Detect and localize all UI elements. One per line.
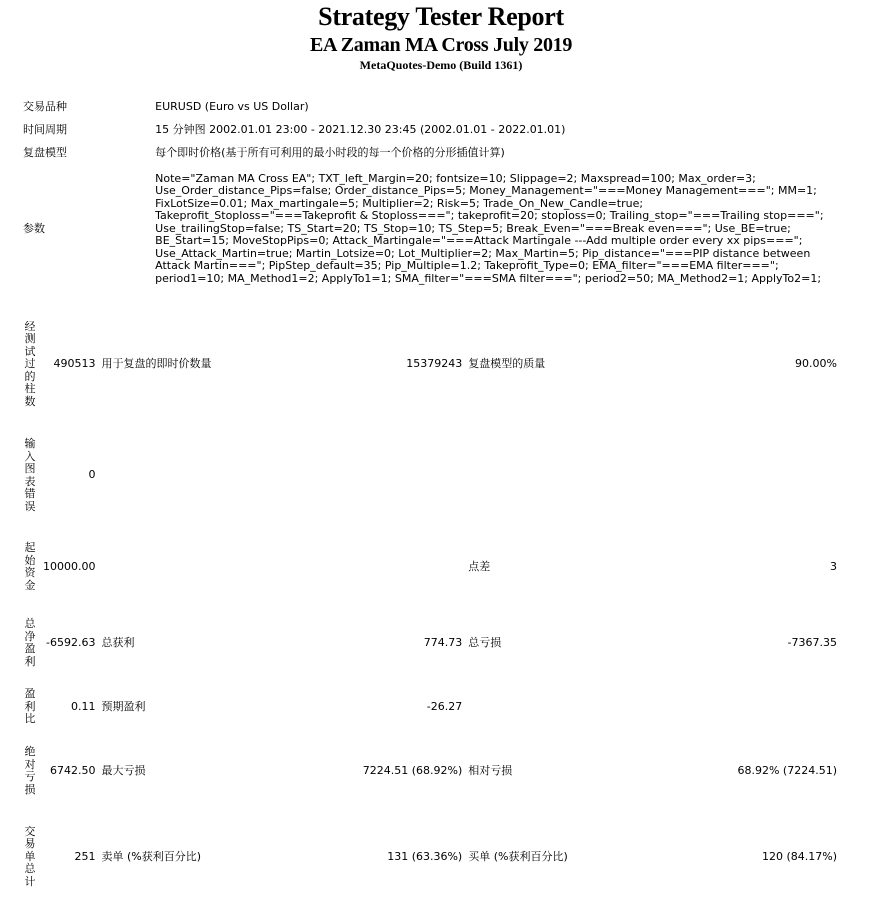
report-header: [0, 2, 882, 73]
symbol-row: [20, 96, 840, 119]
stat-label-2: 预期盈利: [101, 699, 146, 713]
period-value: 15 分钟图 2002.01.01 23:00 - 2021.12.30 23:45 (2002.01.01 - 2022.01.01): [155, 123, 566, 137]
stat-value-3: 3: [830, 559, 837, 573]
report-title: Strategy Tester Report: [318, 2, 564, 31]
stat-value-2: [328, 527, 465, 607]
stat-value-3: [665, 679, 840, 735]
stat-label-3: 总亏损: [468, 635, 502, 649]
stat-value-3: 90.00%: [795, 357, 837, 371]
stat-label: 交易单总计: [24, 824, 36, 888]
stat-label-2: 最大亏损: [101, 763, 146, 777]
model-value: 每个即时价格(基于所有可利用的最小时段的每一个价格的分形插值计算): [155, 146, 505, 160]
stat-value: 0: [88, 468, 96, 482]
stat-row-bars: [20, 305, 840, 424]
expert-name: EA Zaman MA Cross July 2019: [309, 34, 573, 56]
stat-row-errors: [20, 424, 840, 527]
stat-row-net-profit: [20, 607, 840, 679]
stat-label-2: 用于复盘的即时价数量: [101, 357, 212, 371]
stat-value-3: [665, 424, 840, 527]
model-row: [20, 142, 840, 165]
stat-label: 盈利比: [24, 687, 36, 726]
stat-value-2: [328, 424, 465, 527]
model-label: 复盘模型: [23, 146, 67, 160]
stat-label-2: 总获利: [101, 635, 135, 649]
stat-label-2: 卖单 (%获利百分比): [101, 849, 202, 863]
parameters-value: Note="Zaman MA Cross EA"; TXT_left_Margin=20; fontsize=10; Slippage=2; Maxspread=100; Max_order=3; Use_Order_distance_Pips=false; Order_distance_Pips=5; Money_Management="===Money Management==="; MM=1; FixLotSize=0.01; Max_martingale=5; Multiplier=2; Risk=5; Trade_On_New_Candle=true; Takeprofit_Stoploss="===Takeprofit & Stoploss==="; takeprofit=20; stoploss=0; Trailing_stop="===Trailing stop==="; Use_trailingStop=false; TS_Start=20; TS_Stop=10; TS_Step=5; Break_Even="===Break even==="; Use_BE=true; BE_Start=15; MoveStopPips=0; Attack_Martingale="===Attack Martingale ---Add multiple order every xx pips==="; Use_Attack_Martin=true; Martin_Lotsize=0; Lot_Multiplier=2; Max_Martin=5; Pip_distance="===PIP distance between Attack Martin==="; PipStep_default=35; Pip_Multiple=1.2; Takeprofit_Type=0; EMA_filter="===EMA filter==="; period1=10; MA_Method1=2; ApplyTo1=1; SMA_filter="===SMA filter==="; period2=50; MA_Method2=1; ApplyTo2=1;: [155, 171, 824, 285]
stat-value: 490513: [53, 357, 96, 371]
period-row: [20, 119, 840, 142]
stat-value: 10000.00: [42, 559, 96, 573]
stat-label-2: [98, 527, 328, 607]
stat-value-2: 131 (63.36%): [387, 849, 463, 863]
symbol-label: 交易品种: [23, 100, 67, 114]
stat-value: 251: [74, 849, 96, 863]
stat-value: 0.11: [70, 699, 96, 713]
stat-label-3: 相对亏损: [468, 763, 513, 777]
stat-value-3: -7367.35: [787, 635, 837, 649]
stat-value-3: 68.92% (7224.51): [737, 763, 837, 777]
stat-row-profit-factor: [20, 679, 840, 735]
stat-label-3: [465, 679, 665, 735]
stat-label-2: [98, 424, 328, 527]
stat-label: 起始资金: [24, 541, 36, 592]
stat-label-3: [465, 424, 665, 527]
stat-value-2: -26.27: [426, 699, 463, 713]
stat-value-2: 7224.51 (68.92%): [362, 763, 463, 777]
stat-value-2: 15379243: [406, 357, 463, 371]
server-build: MetaQuotes-Demo (Build 1361): [359, 58, 523, 72]
stat-label-3: 买单 (%获利百分比): [468, 849, 568, 863]
stat-label-3: 复盘模型的质量: [468, 357, 546, 371]
symbol-value: EURUSD (Euro vs US Dollar): [155, 100, 309, 114]
stat-value: 6742.50: [49, 763, 96, 777]
stats-table: [20, 305, 840, 907]
stat-label: 经测试过的柱数: [24, 319, 36, 408]
stat-row-total-trades: [20, 807, 840, 907]
report-table: [20, 96, 840, 293]
stat-label: 输入图表错误: [24, 437, 36, 513]
stat-label: 总净盈利: [24, 617, 36, 668]
stat-row-drawdown: [20, 735, 840, 807]
stat-value: -6592.63: [46, 635, 96, 649]
stat-label-3: 点差: [468, 559, 491, 573]
stat-value-2: 774.73: [423, 635, 463, 649]
parameters-row: [20, 165, 840, 293]
stat-label: 绝对亏损: [24, 745, 36, 796]
stat-row-deposit: [20, 527, 840, 607]
period-label: 时间周期: [23, 123, 67, 137]
stat-value-3: 120 (84.17%): [761, 849, 837, 863]
parameters-label: 参数: [23, 221, 45, 235]
